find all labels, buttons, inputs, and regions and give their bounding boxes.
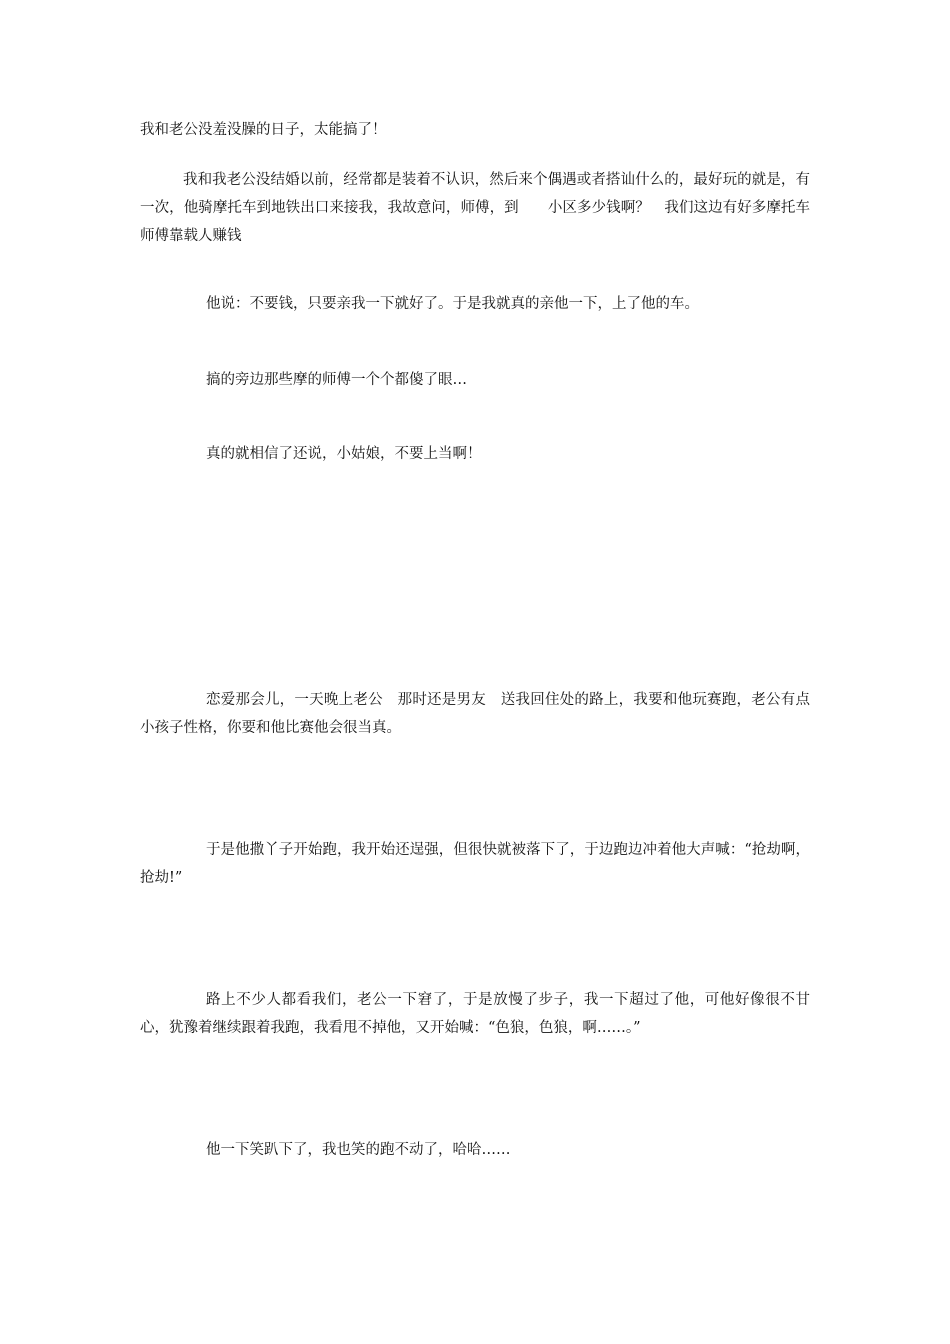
paragraph-6: 于是他撒丫子开始跑，我开始还逞强，但很快就被落下了，于边跑边冲着他大声喊：“抢劫啊，抢劫!” — [140, 842, 810, 886]
paragraph-7: 路上不少人都看我们，老公一下窘了，于是放慢了步子，我一下超过了他，可他好像很不甘心，犹豫着继续跟着我跑，我看甩不掉他，又开始喊：“色狼，色狼，啊……。” — [140, 992, 810, 1036]
paragraph-2: 他说：不要钱，只要亲我一下就好了。于是我就真的亲他一下，上了他的车。 — [206, 296, 699, 312]
paragraph-8: 他一下笑趴下了，我也笑的跑不动了，哈哈…… — [206, 1142, 511, 1158]
paragraph-4: 真的就相信了还说，小姑娘，不要上当啊！ — [206, 446, 482, 462]
document-title: 我和老公没羞没臊的日子，太能搞了！ — [140, 122, 387, 138]
paragraph-5: 恋爱那会儿，一天晚上老公 那时还是男友 送我回住处的路上，我要和他玩赛跑，老公有点小孩子性格，你要和他比赛他会很当真。 — [140, 692, 810, 736]
paragraph-3: 搞的旁边那些摩的师傅一个个都傻了眼… — [206, 372, 467, 388]
paragraph-1: 我和我老公没结婚以前，经常都是装着不认识，然后来个偶遇或者搭讪什么的，最好玩的就是，有一次，他骑摩托车到地铁出口来接我，我故意问，师傅，到 小区多少钱啊？ 我们这边有好多摩托车师傅靠载人赚钱 — [140, 172, 810, 244]
